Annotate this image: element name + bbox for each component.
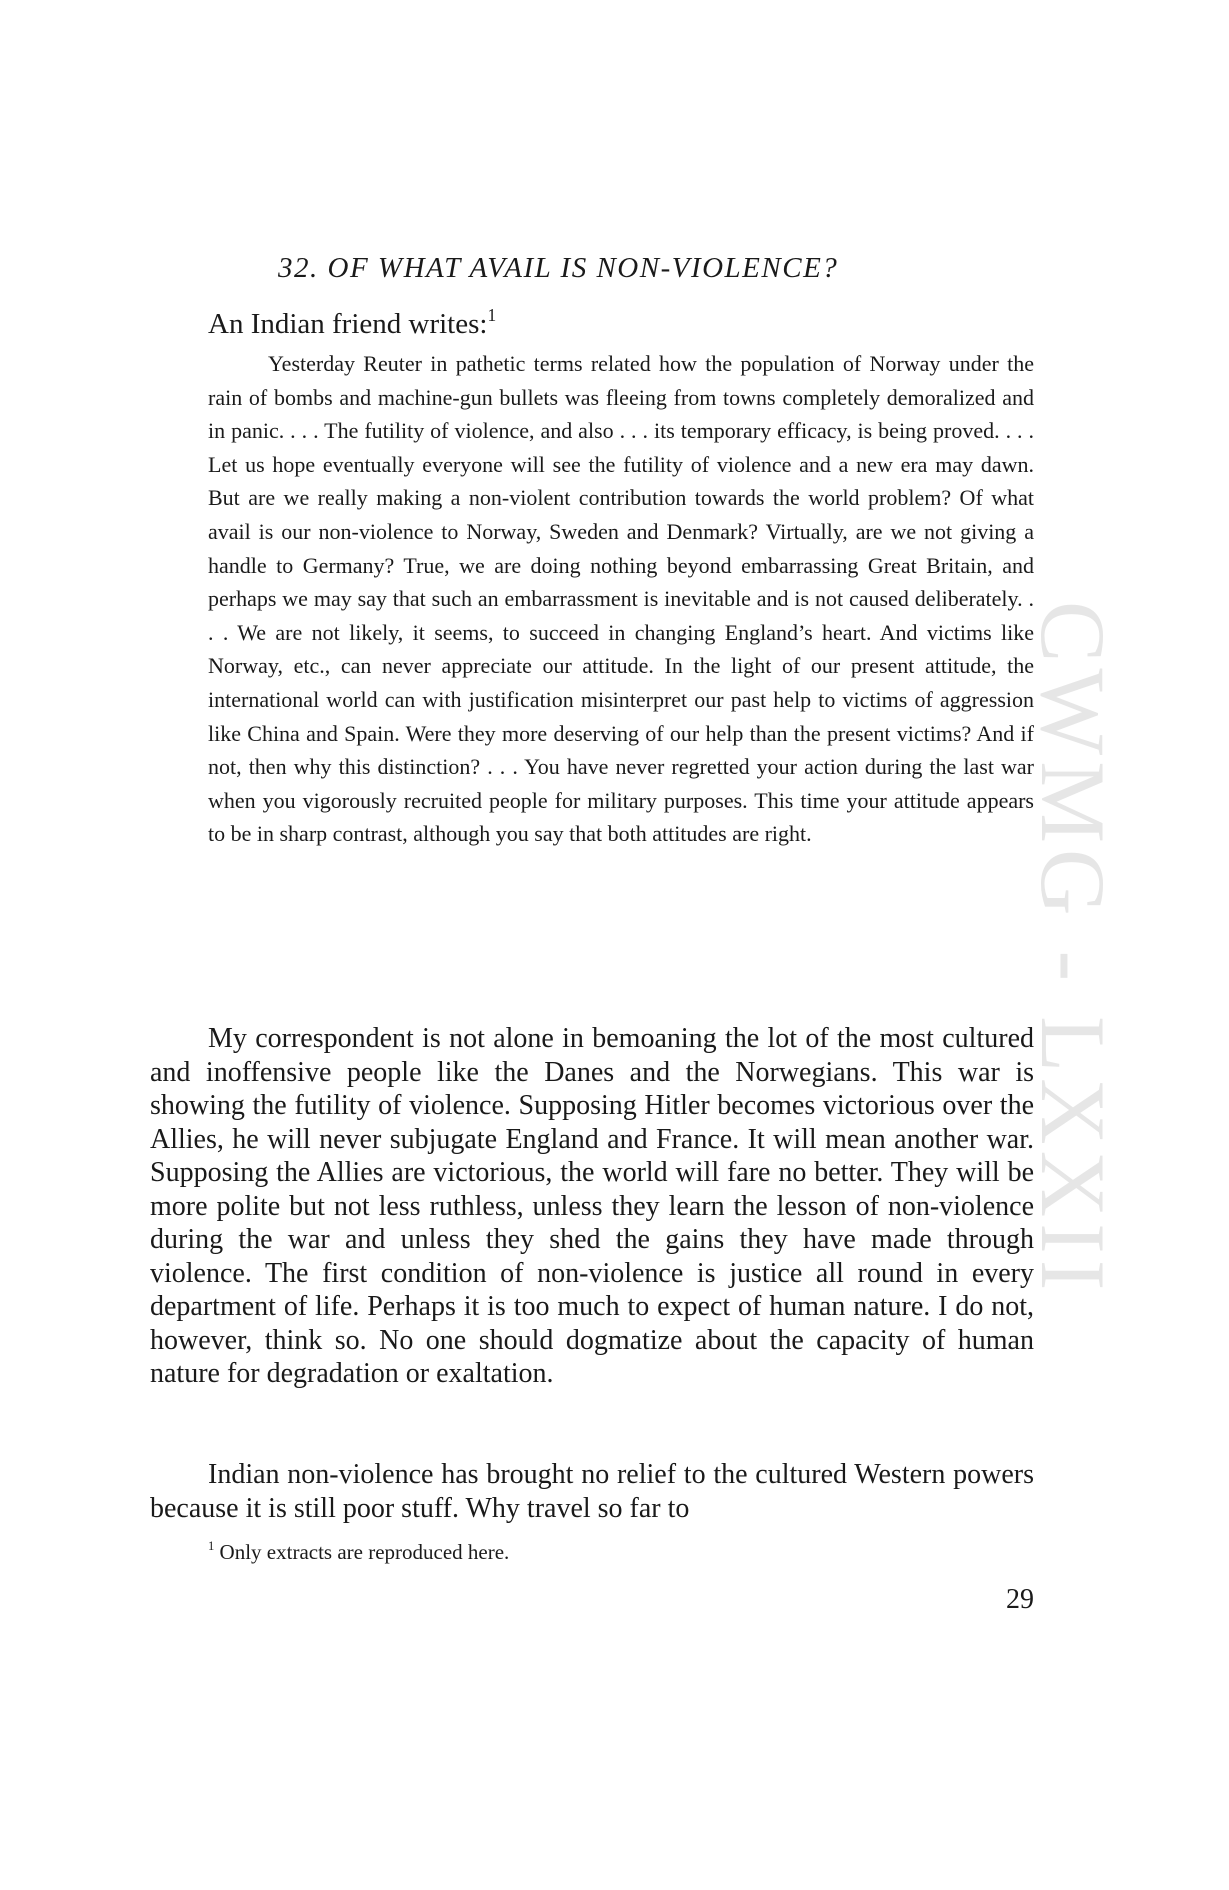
watermark: CWMG - LXXII: [1022, 601, 1124, 1297]
article-title: 32. OF WHAT AVAIL IS NON-VIOLENCE?: [278, 252, 839, 284]
quoted-letter: Yesterday Reuter in pathetic terms related how the population of Norway under the rain of bombs and machine-gun bullets was fleeing from towns completely demoralized and in panic. . . . The futility of violence, and also . . . its temporary efficacy, is being proved. . . . Let us hope eventually everyone will see the futility of violence and a new era may dawn. But are we really making a non-violent contribution towards the world problem? Of what avail is our non-violence to Norway, Sweden and Denmark? Virtually, are we not giving a handle to Germany? True, we are doing nothing beyond embarrassing Great Britain, and perhaps we may say that such an embarrassment is inevitable and is not caused deliberately. . . . We are not likely, it seems, to succeed in changing England’s heart. And victims like Norway, etc., can never appreciate our attitude. In the light of our present attitude, the international world can with justification misinterpret our past help to victims of aggression like China and Spain. Were they more deserving of our help than the present victims? And if not, then why this distinction? . . . You have never regretted your action during the last war when you vigorously recruited people for military purposes. This time your attitude appears to be in sharp contrast, although you say that both attitudes are right.: [208, 351, 1034, 847]
footnote-text: Only extracts are reproduced here.: [219, 1540, 510, 1564]
footnote: [208, 1540, 509, 1565]
footnote-marker: 1: [487, 304, 497, 325]
intro-line: [208, 304, 497, 341]
intro-text: An Indian friend writes:: [208, 308, 488, 340]
page-number: 29: [1006, 1584, 1034, 1615]
body-paragraph-2: Indian non-violence has brought no relief to the cultured Western powers because it is still poor stuff. Why travel so far to: [150, 1459, 1034, 1524]
footnote-number: 1: [208, 1539, 215, 1554]
body-paragraph-1: My correspondent is not alone in bemoaning the lot of the most cultured and inoffensive people like the Danes and the Norwegians. This war is showing the futility of violence. Supposing Hitler becomes victorious over the Allies, he will never subjugate England and France. It will mean another war. Supposing the Allies are victorious, the world will fare no better. They will be more polite but not less ruthless, unless they learn the lesson of non-violence during the war and unless they shed the gains they have made through violence. The first condition of non-violence is justice all round in every department of life. Perhaps it is too much to expect of human nature. I do not, however, think so. No one should dogmatize about the capacity of human nature for degradation or exaltation.: [150, 1023, 1034, 1389]
